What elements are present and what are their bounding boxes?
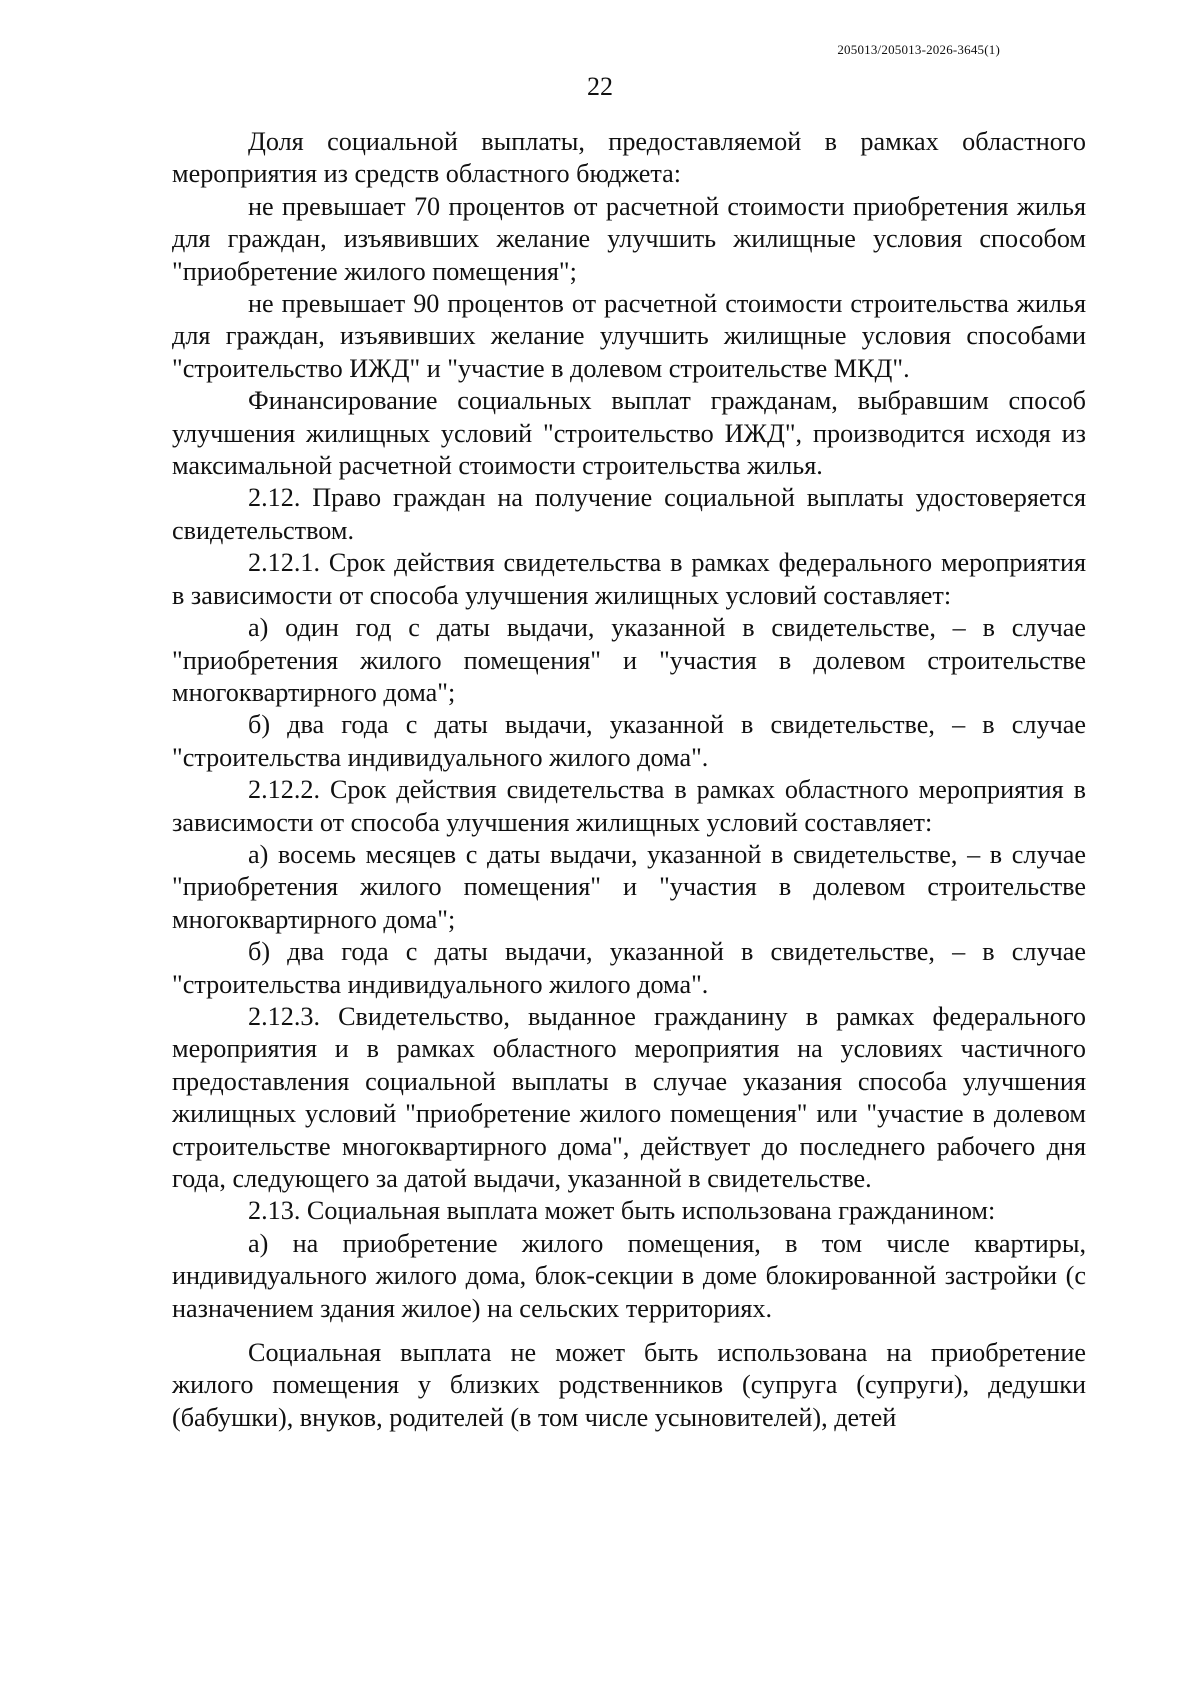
paragraph-2-12: 2.12. Право граждан на получение социальной выплаты удостоверяется свидетельством. bbox=[172, 483, 1086, 545]
paragraph-2-12-2-b: б) два года с даты выдачи, указанной в свидетельстве, – в случае "строительства индивидуального жилого дома". bbox=[172, 937, 1086, 999]
page-number: 22 bbox=[587, 72, 613, 101]
paragraph-90-percent: не превышает 90 процентов от расчетной стоимости строительства жилья для граждан, изъявивших желание улучшить жилищные условия способами "строительство ИЖД" и "участие в долевом строительстве МКД". bbox=[172, 289, 1086, 383]
document-id: 205013/205013-2026-3645(1) bbox=[837, 42, 1000, 57]
paragraph-2-13: 2.13. Социальная выплата может быть использована гражданином: bbox=[248, 1196, 996, 1226]
paragraph-2-12-1-b: б) два года с даты выдачи, указанной в свидетельстве, – в случае "строительства индивидуального жилого дома". bbox=[172, 710, 1086, 772]
paragraph-2-12-1-a: а) один год с даты выдачи, указанной в свидетельстве, – в случае "приобретения жилого помещения" и "участия в долевом строительстве многоквартирного дома"; bbox=[172, 613, 1086, 707]
paragraph-restriction: Социальная выплата не может быть использована на приобретение жилого помещения у близких родственников (супруга (супруги), дедушки (бабушки), внуков, родителей (в том числе усыновителей), детей bbox=[172, 1338, 1086, 1432]
paragraph-2-13-a: а) на приобретение жилого помещения, в том числе квартиры, индивидуального жилого дома, блок-секции в доме блокированной застройки (с назначением здания жилое) на сельских территориях. bbox=[172, 1228, 1086, 1323]
paragraph-2-12-2-a: а) восемь месяцев с даты выдачи, указанной в свидетельстве, – в случае "приобретения жилого помещения" и "участия в долевом строительстве многоквартирного дома"; bbox=[172, 839, 1086, 934]
paragraph-70-percent: не превышает 70 процентов от расчетной стоимости приобретения жилья для граждан, изъявивших желание улучшить жилищные условия способом "приобретение жилого помещения"; bbox=[172, 191, 1086, 286]
paragraph-2-12-2: 2.12.2. Срок действия свидетельства в рамках областного мероприятия в зависимости от способа улучшения жилищных условий составляет: bbox=[172, 775, 1086, 837]
paragraph-social-share: Доля социальной выплаты, предоставляемой в рамках областного мероприятия из средств областного бюджета: bbox=[172, 127, 1086, 189]
paragraph-2-12-1: 2.12.1. Срок действия свидетельства в рамках федерального мероприятия в зависимости от способа улучшения жилищных условий составляет: bbox=[172, 548, 1086, 610]
paragraph-2-12-3: 2.12.3. Свидетельство, выданное гражданину в рамках федерального мероприятия и в рамках областного мероприятия на условиях частичного предоставления социальной выплаты в случае указания способа улучшения жилищных условий "приобретение жилого помещения" или "участие в долевом строительстве многоквартирного дома", действует до последнего рабочего дня года, следующего за датой выдачи, указанной в свидетельстве. bbox=[172, 1001, 1086, 1193]
document-body bbox=[172, 126, 1086, 1434]
paragraph-financing: Финансирование социальных выплат гражданам, выбравшим способ улучшения жилищных условий "строительство ИЖД", производится исходя из максимальной расчетной стоимости строительства жилья. bbox=[172, 386, 1086, 481]
